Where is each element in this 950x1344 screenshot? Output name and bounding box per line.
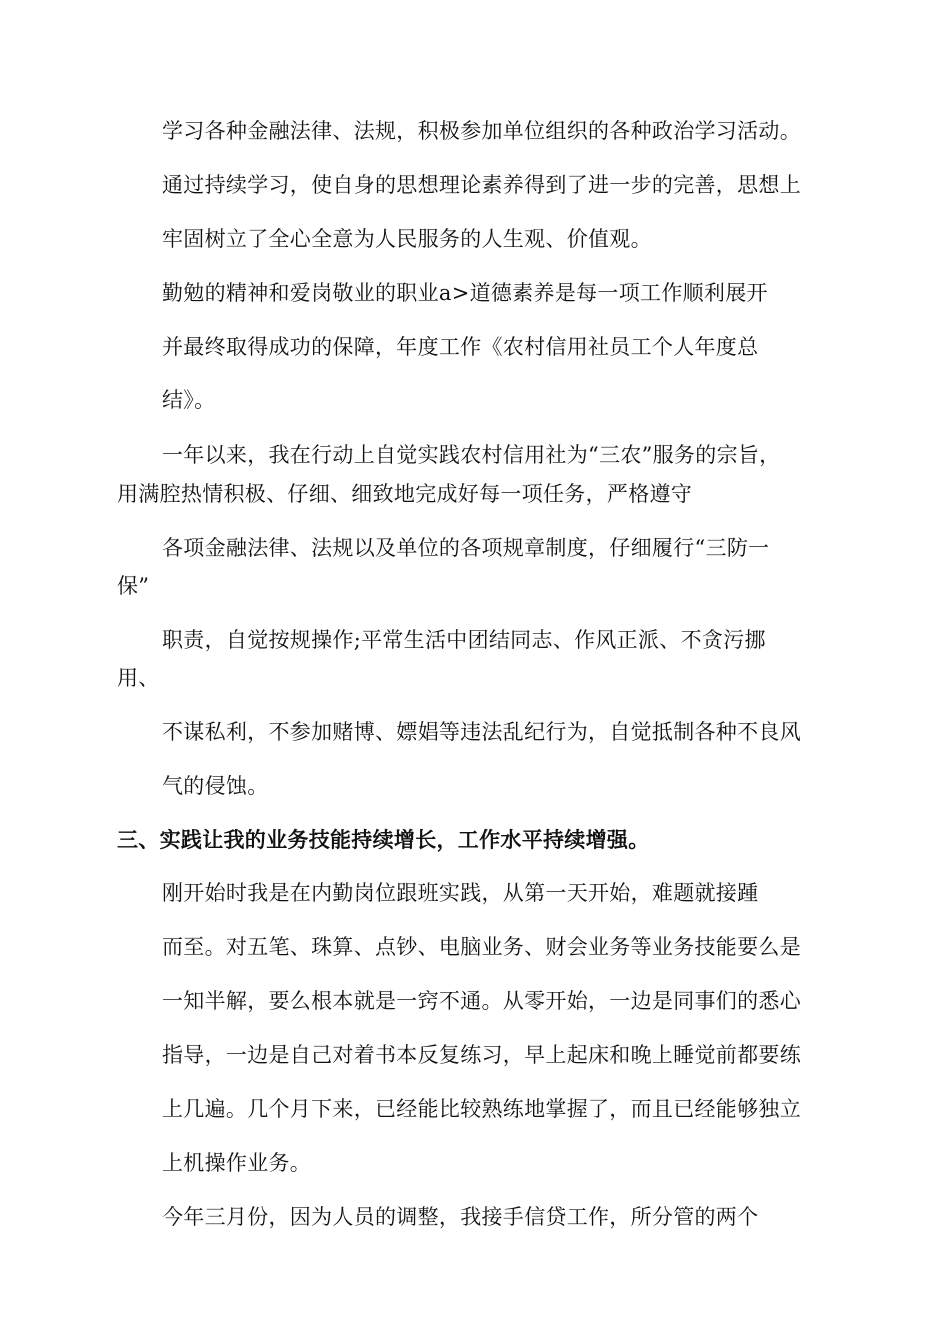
text-line: 上几遍。几个月下来，已经能比较熟练地掌握了，而且已经能够独立 <box>162 1097 801 1121</box>
text-line: 学习各种金融法律、法规，积极参加单位组织的各种政治学习活动。 <box>162 119 801 143</box>
text-line: 上机操作业务。 <box>162 1151 312 1175</box>
text-line: 勤勉的精神和爱岗敬业的职业a>道德素养是每一项工作顺利展开 <box>162 281 768 305</box>
text-line: 刚开始时我是在内勤岗位跟班实践，从第一天开始，难题就接踵 <box>162 881 759 905</box>
section-heading: 三、实践让我的业务技能持续增长，工作水平持续增强。 <box>117 827 650 852</box>
text-line: 保” <box>117 574 150 598</box>
text-line: 各项金融法律、法规以及单位的各项规章制度，仔细履行“三防一 <box>162 536 770 560</box>
text-line: 用满腔热情积极、仔细、细致地完成好每一项任务，严格遵守 <box>117 482 693 506</box>
text-line: 用、 <box>117 666 160 690</box>
text-line: 而至。对五笔、珠算、点钞、电脑业务、财会业务等业务技能要么是 <box>162 935 801 959</box>
text-line: 职责，自觉按规操作;平常生活中团结同志、作风正派、不贪污挪 <box>162 628 766 652</box>
text-line: 今年三月份，因为人员的调整，我接手信贷工作，所分管的两个 <box>162 1205 759 1229</box>
text-line: 一年以来，我在行动上自觉实践农村信用社为“三农”服务的宗旨， <box>162 443 781 467</box>
text-line: 通过持续学习，使自身的思想理论素养得到了进一步的完善，思想上 <box>162 173 801 197</box>
text-line: 一知半解，要么根本就是一窍不通。从零开始，一边是同事们的悉心 <box>162 989 801 1013</box>
text-line: 不谋私利，不参加赌博、嫖娼等违法乱纪行为，自觉抵制各种不良风 <box>162 720 801 744</box>
text-line: 气的侵蚀。 <box>162 774 269 798</box>
text-line: 并最终取得成功的保障，年度工作《农村信用社员工个人年度总 <box>162 335 759 359</box>
text-line: 指导，一边是自己对着书本反复练习，早上起床和晚上睡觉前都要练 <box>162 1043 801 1067</box>
text-line: 结》。 <box>162 388 216 412</box>
text-line: 牢固树立了全心全意为人民服务的人生观、价值观。 <box>162 227 652 251</box>
